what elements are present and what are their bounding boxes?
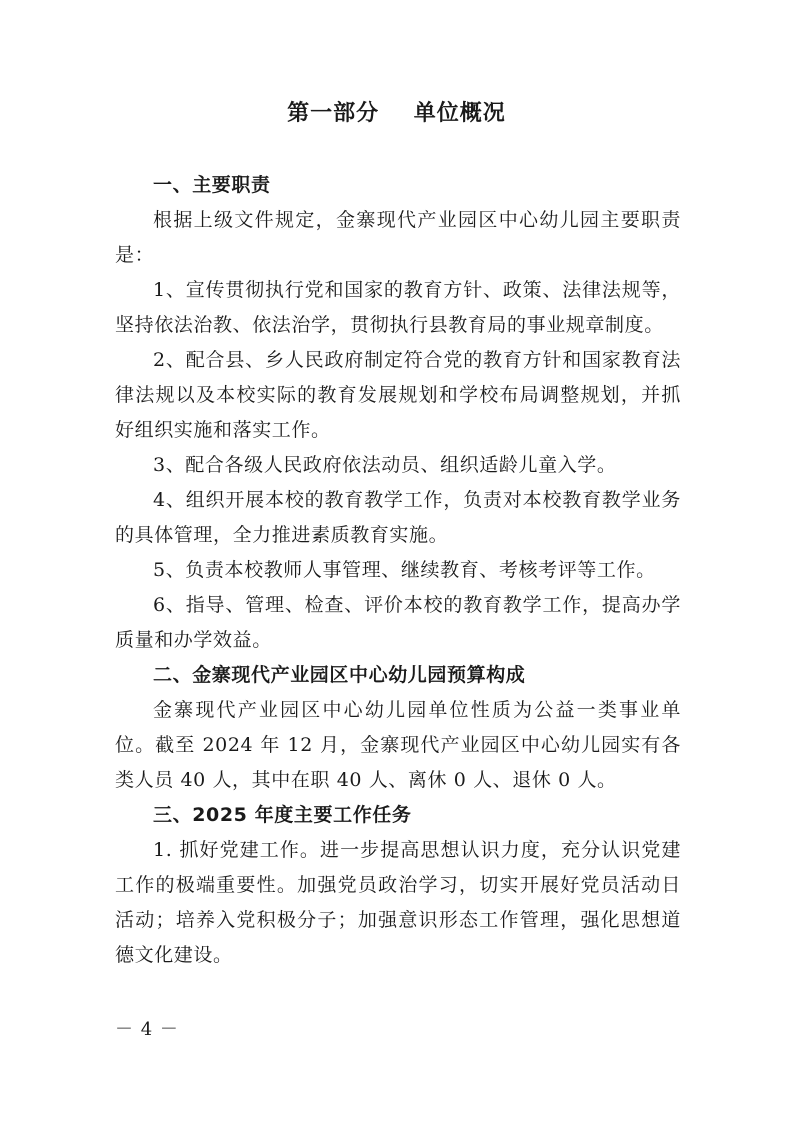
section-heading-duties: 一、主要职责 [153,174,271,196]
section-heading-tasks: 三、2025 年度主要工作任务 [153,804,412,826]
tasks-text: 1. 抓好党建工作。进一步提高思想认识力度，充分认识党建工作的极端重要性。加强党员政治学习，切实开展好党员活动日活动；培养入党积极分子；加强意识形态工作管理，强化思想道德文化建设。 [115,839,681,966]
page-number: － 4 － [115,1019,179,1040]
duty-item-6: 6、指导、管理、检查、评价本校的教育教学工作，提高办学质量和办学效益。 [115,594,681,651]
page-title: 第一部分 单位概况 [287,101,506,126]
duty-item-4: 4、组织开展本校的教育教学工作，负责对本校教育教学业务的具体管理，全力推进素质教育实施。 [115,489,681,546]
document-body [115,168,681,973]
duties-intro: 根据上级文件规定，金寨现代产业园区中心幼儿园主要职责是： [115,209,681,266]
section-heading-budget: 二、金寨现代产业园区中心幼儿园预算构成 [153,664,526,686]
budget-text: 金寨现代产业园区中心幼儿园单位性质为公益一类事业单位。截至 2024 年 12 月，金寨现代产业园区中心幼儿园实有各类人员 40 人，其中在职 40 人、离休 0 人、退休 0 人。 [115,699,681,791]
duty-item-3: 3、配合各级人民政府依法动员、组织适龄儿童入学。 [153,454,617,476]
duty-item-5: 5、负责本校教师人事管理、继续教育、考核考评等工作。 [153,559,656,581]
duty-item-1: 1、宣传贯彻执行党和国家的教育方针、政策、法律法规等，坚持依法治教、依法治学，贯彻执行县教育局的事业规章制度。 [115,279,681,336]
duty-item-2: 2、配合县、乡人民政府制定符合党的教育方针和国家教育法律法规以及本校实际的教育发展规划和学校布局调整规划，并抓好组织实施和落实工作。 [115,349,681,441]
